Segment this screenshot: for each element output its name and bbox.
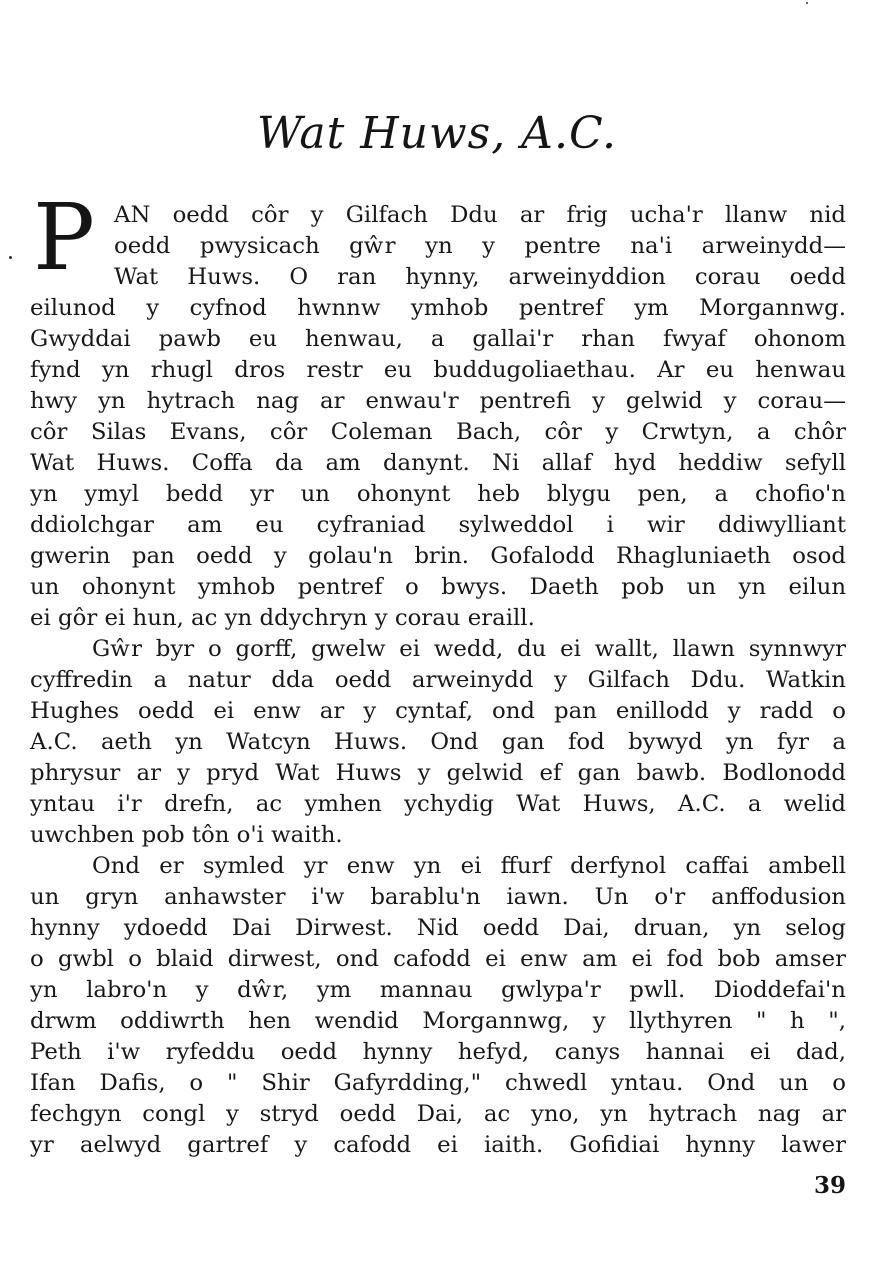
text-line: yntau i'r drefn, ac ymhen ychydig Wat Huws, A.C. a welid [30,791,846,817]
text-line: uwchben pob tôn o'i waith. [30,822,343,848]
text-line: Hughes oedd ei enw ar y cyntaf, ond pan enillodd y radd o [30,698,846,724]
text-line: fechgyn congl y stryd oedd Dai, ac yno, yn hytrach nag ar [30,1101,846,1127]
ink-speck [806,2,808,4]
text-line: Wat Huws. O ran hynny, arweinyddion corau oedd [114,264,846,290]
text-line: phrysur ar y pryd Wat Huws y gelwid ef gan bawb. Bodlonodd [30,760,846,786]
text-line: eilunod y cyfnod hwnnw ymhob pentref ym Morgannwg. [30,295,846,321]
text-line: un ohonynt ymhob pentref o bwys. Daeth pob un yn eilun [30,574,846,600]
text-line: AN oedd côr y Gilfach Ddu ar frig ucha'r llanw nid [114,202,846,228]
text-line: Gŵr byr o gorff, gwelw ei wedd, du ei wallt, llawn synnwyr [92,636,846,662]
text-line: ddiolchgar am eu cyfraniad sylweddol i wir ddiwylliant [30,512,846,538]
text-line: A.C. aeth yn Watcyn Huws. Ond gan fod bywyd yn fyr a [30,729,846,755]
text-line: un gryn anhawster i'w barablu'n iawn. Un o'r anffodusion [30,884,846,910]
text-line: hwy yn hytrach nag ar enwau'r pentrefi y gelwid y corau— [30,388,846,414]
text-line: yn labro'n y dŵr, ym mannau gwlypa'r pwll. Dioddefai'n [30,977,846,1003]
text-line: Ifan Dafis, o " Shir Gafyrdding," chwedl yntau. Ond un o [30,1070,846,1096]
text-line: cyffredin a natur dda oedd arweinydd y Gilfach Ddu. Watkin [30,667,846,693]
text-line: oedd pwysicach gŵr yn y pentre na'i arweinydd— [114,233,846,259]
page-number: 39 [813,1172,846,1199]
text-line: yn ymyl bedd yr un ohonynt heb blygu pen, a chofio'n [30,481,846,507]
text-line: yr aelwyd gartref y cafodd ei iaith. Gofidiai hynny lawer [30,1132,846,1158]
text-line: côr Silas Evans, côr Coleman Bach, côr y Crwtyn, a chôr [30,419,846,445]
text-line: Ond er symled yr enw yn ei ffurf derfynol caffai ambell [92,853,846,879]
text-line: o gwbl o blaid dirwest, ond cafodd ei enw am ei fod bob amser [30,946,846,972]
text-line: Wat Huws. Coffa da am danynt. Ni allaf hyd heddiw sefyll [30,450,846,476]
ink-speck [9,256,12,259]
text-line: gwerin pan oedd y golau'n brin. Gofalodd Rhagluniaeth osod [30,543,846,569]
text-line: ei gôr ei hun, ac yn ddychryn y corau eraill. [30,605,535,631]
drop-cap: P [33,184,95,291]
text-line: fynd yn rhugl dros restr eu buddugoliaethau. Ar eu henwau [30,357,846,383]
chapter-title: Wat Huws, A.C. [256,108,618,159]
text-line: drwm oddiwrth hen wendid Morgannwg, y llythyren " h ", [30,1008,846,1034]
text-line: Peth i'w ryfeddu oedd hynny hefyd, canys hannai ei dad, [30,1039,846,1065]
text-line: hynny ydoedd Dai Dirwest. Nid oedd Dai, druan, yn selog [30,915,846,941]
text-line: Gwyddai pawb eu henwau, a gallai'r rhan fwyaf ohonom [30,326,846,352]
